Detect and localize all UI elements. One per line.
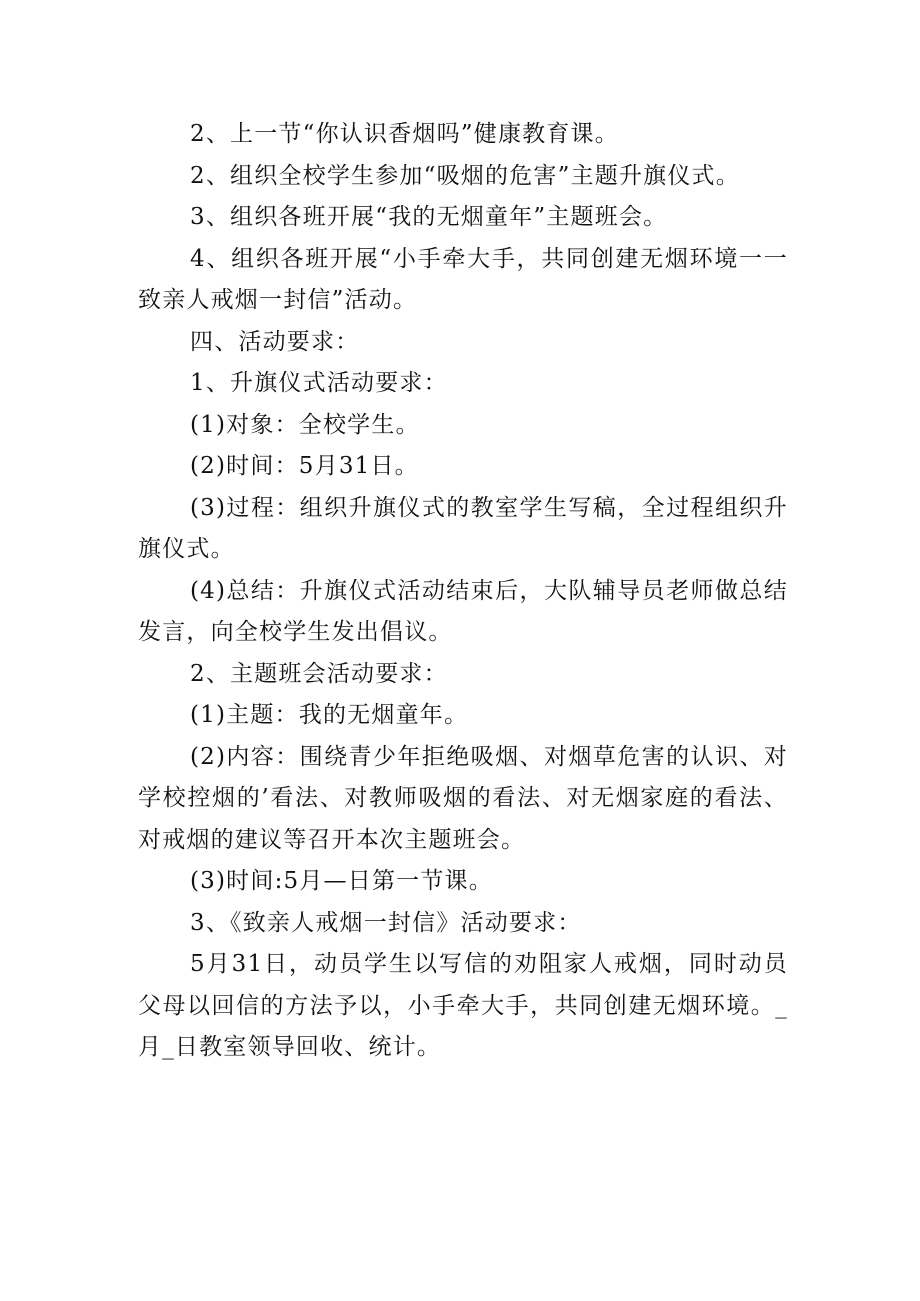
flag-ceremony-target: (1)对象：全校学生。 (190, 411, 420, 438)
section-heading-requirements: 四、活动要求： (190, 328, 360, 355)
flag-ceremony-time: (2)时间：5月31日。 (190, 453, 419, 479)
flag-ceremony-summary: (4)总结：升旗仪式活动结束后，大队辅导员老师做总结发言，向全校学生发出倡议。 (138, 577, 788, 645)
document-body (138, 114, 788, 1069)
paragraph-item-4-letter-activity: 4、组织各班开展“小手牵大手，共同创建无烟环境一一致亲人戒烟一封信”活动。 (138, 245, 788, 313)
flag-ceremony-process: (3)过程：组织升旗仪式的教室学生写稿，全过程组织升旗仪式。 (138, 494, 788, 562)
letter-activity-details: 5月31日，动员学生以写信的劝阻家人戒烟，同时动员父母以回信的方法予以，小手牵大手，共同创建无烟环境。_月_日教室领导回收、统计。 (138, 951, 788, 1060)
paragraph-item-3-class-meeting: 3、组织各班开展“我的无烟童年”主题班会。 (190, 204, 668, 230)
class-meeting-content: (2)内容：围绕青少年拒绝吸烟、对烟草危害的认识、对学校控烟的’看法、对教师吸烟的看法、对无烟家庭的看法、对戒烟的建议等召开本次主题班会。 (138, 743, 788, 853)
paragraph-item-2-lesson: 2、上一节“你认识香烟吗”健康教育课。 (190, 121, 619, 147)
class-meeting-theme: (1)主题：我的无烟童年。 (190, 702, 469, 728)
subheading-letter-activity: 3、《致亲人戒烟一封信》活动要求： (190, 909, 582, 936)
class-meeting-time: (3)时间:5月—日第一节课。 (190, 868, 493, 894)
subheading-class-meeting: 2、主题班会活动要求： (190, 660, 448, 687)
subheading-flag-ceremony: 1、升旗仪式活动要求： (190, 370, 448, 396)
paragraph-item-2-flag-ceremony: 2、组织全校学生参加“吸烟的危害”主题升旗仪式。 (190, 162, 740, 189)
